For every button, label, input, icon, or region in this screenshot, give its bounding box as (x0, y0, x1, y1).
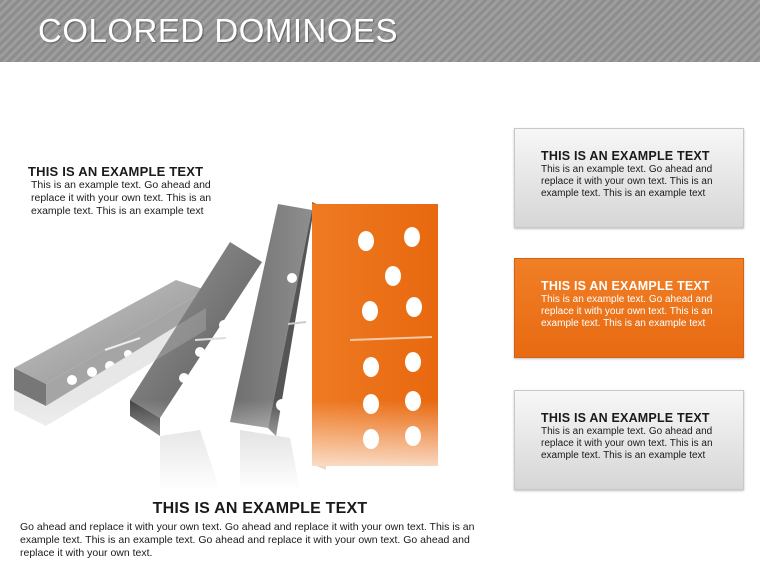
text-box-2-heading: THIS IS AN EXAMPLE TEXT (541, 279, 710, 293)
text-box-1-heading: THIS IS AN EXAMPLE TEXT (541, 149, 710, 163)
bottom-text-block (20, 500, 480, 559)
text-box-3-body: This is an example text. Go ahead and replace it with your own text. This is an example text. This is an example text (541, 426, 713, 462)
left-text-heading: THIS IS AN EXAMPLE TEXT (28, 164, 204, 179)
text-box-1 (514, 128, 744, 228)
page-title: COLORED DOMINOES (38, 12, 399, 49)
left-text-body: This is an example text. Go ahead and replace it with your own text. This is an example text. This is an example text (31, 179, 212, 217)
bottom-text-body: Go ahead and replace it with your own text. Go ahead and replace it with your own text. This is an example text. This is an example text. Go ahead and replace it with your own text. Go ahead and replace it with your own text. (20, 521, 475, 559)
text-box-1-body: This is an example text. Go ahead and replace it with your own text. This is an example text. This is an example text (541, 164, 713, 200)
dominoes-illustration (0, 190, 470, 490)
text-box-3 (514, 390, 744, 490)
bottom-text-heading: THIS IS AN EXAMPLE TEXT (152, 500, 368, 517)
text-box-3-heading: THIS IS AN EXAMPLE TEXT (541, 411, 710, 425)
text-box-2-body: This is an example text. Go ahead and replace it with your own text. This is an example text. This is an example text (541, 294, 713, 330)
header-bar (0, 0, 760, 62)
text-box-2 (514, 258, 744, 358)
